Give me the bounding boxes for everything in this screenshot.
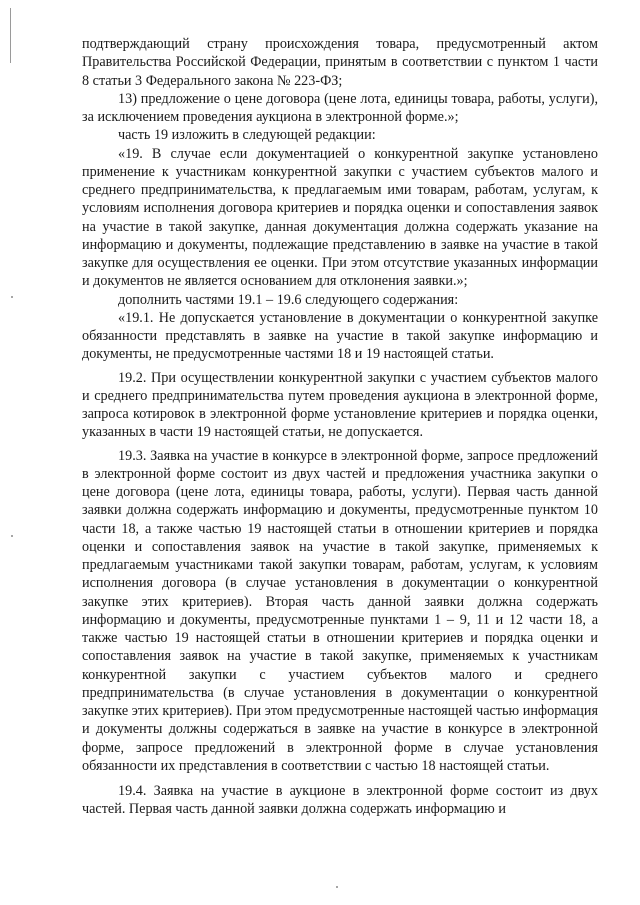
paragraph-part-19-4: 19.4. Заявка на участие в аукционе в электронной форме состоит из двух частей. Первая часть данной заявки должна содержать информацию и <box>82 783 598 818</box>
scan-speck <box>11 535 13 537</box>
scan-speck <box>11 296 13 298</box>
paragraph-amend-part-19: часть 19 изложить в следующей редакции: <box>118 127 376 144</box>
scan-binding-mark <box>10 8 11 63</box>
paragraph-part-19-3: 19.3. Заявка на участие в конкурсе в электронной форме, запросе предложений в электронной форме состоит из двух частей и предложения участника закупки о цене договора (цене лота, единицы товара, работы, услуги). Первая часть данной заявки должна содержать информацию и документы, предусмотренные пунктом 10 части 18, а также частью 19 настоящей статьи в отношении критериев и порядка оценки и сопоставления заявок на участие в такой закупке, применяемых к предлагаемым участниками такой закупки товарам, работам, услугам, к условиям исполнения договора (в случае установления в документации о конкурентной закупке этих критериев). Вторая часть данной заявки должна содержать информацию и документы, предусмотренные пунктами 1 – 9, 11 и 12 части 18, а также частью 19 настоящей статьи в отношении критериев и порядка оценки и сопоставления заявок на участие в такой закупке, применяемых к участникам конкурентной закупки с участием субъектов малого и среднего предпринимательства (в случае установления в документации о конкурентной закупке этих критериев). При этом предусмотренные настоящей частью информация и документы должны содержаться в заявке на участие в конкурсе в электронной форме, запросе предложений в электронной форме в случае установления обязанности их представления в соответствии с частью 18 настоящей статьи. <box>82 447 598 774</box>
paragraph-part-19-1: «19.1. Не допускается установление в документации о конкурентной закупке обязанности представлять в заявке на участие в такой закупке информацию и документы, не предусмотренные частями 18 и 19 настоящей статьи. <box>82 309 598 363</box>
paragraph-add-parts: дополнить частями 19.1 – 19.6 следующего содержания: <box>118 291 459 308</box>
paragraph-part-19-2: 19.2. При осуществлении конкурентной закупки с участием субъектов малого и среднего предпринимательства путем проведения аукциона в электронной форме, запроса котировок в электронной форме установление критериев и порядка оценки, указанных в части 19 настоящей статьи, не допускается. <box>82 369 598 441</box>
paragraph-item-13: 13) предложение о цене договора (цене лота, единицы товара, работы, услуги), за исключением проведения аукциона в электронной форме.»; <box>82 90 598 125</box>
scan-speck <box>336 886 338 888</box>
paragraph-continuation: подтверждающий страну происхождения товара, предусмотренный актом Правительства Российской Федерации, принятым в соответствии с пунктом 1 части 8 статьи 3 Федерального закона № 223-ФЗ; <box>82 36 598 89</box>
document-body <box>82 35 598 819</box>
paragraph-part-19: «19. В случае если документацией о конкурентной закупке установлено применение к участникам конкурентной закупки с участием субъектов малого и среднего предпринимательства, к предлагаемым ими товарам, работам, услугам, к условиям исполнения договора критериев и порядка оценки и сопоставления заявок на участие в такой закупке, данная документация должна содержать указание на информацию и документы, подлежащие представлению в заявке на участие в такой закупке для осуществления ее оценки. При этом отсутствие указанных информации и документов не является основанием для отклонения заявки.»; <box>82 145 598 290</box>
